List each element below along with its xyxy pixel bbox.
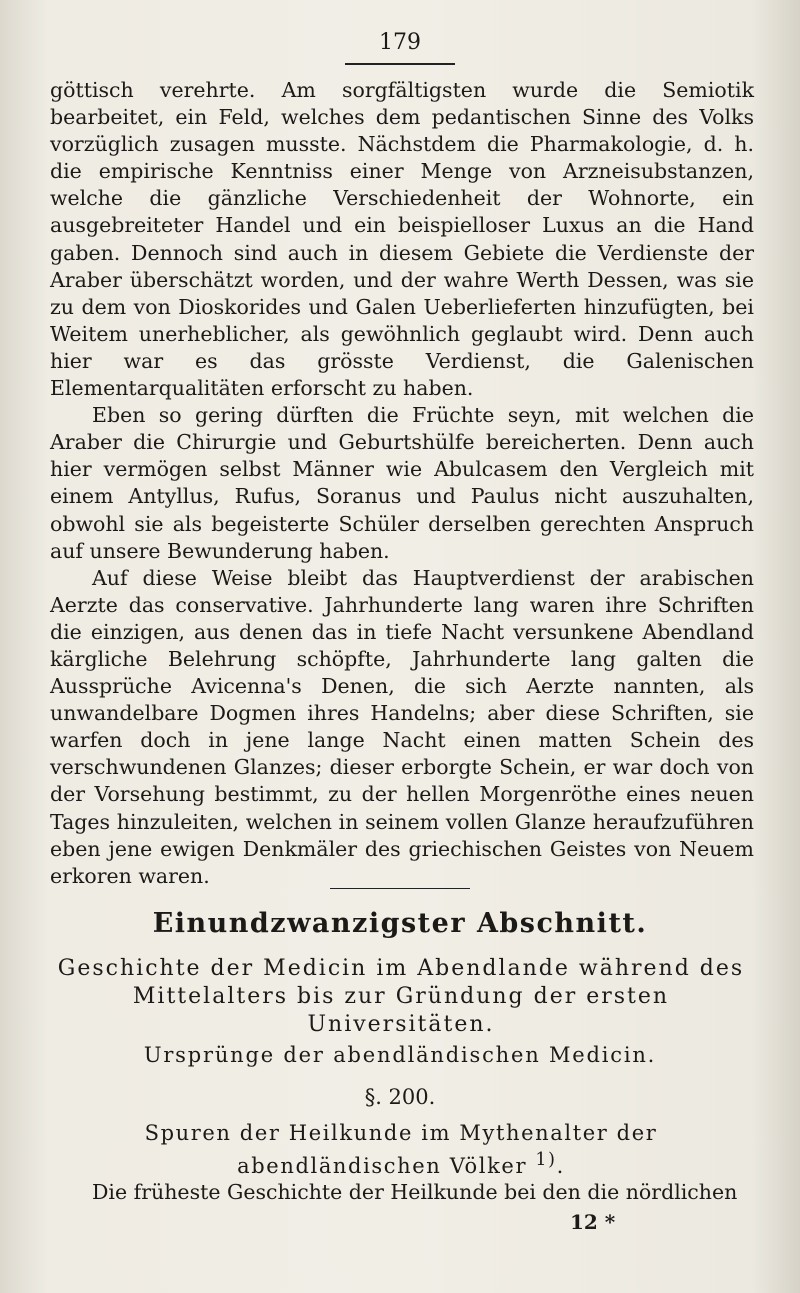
subsection-heading-text: Spuren der Heilkunde im Mythenalter der abendländischen Völker — [144, 1121, 658, 1178]
body-text — [50, 77, 754, 890]
subsection-heading — [48, 1120, 754, 1180]
signature-mark: 12 * — [570, 1210, 616, 1234]
origins-heading: Ursprünge der abendländischen Medicin. — [143, 1043, 657, 1067]
paragraph: Eben so gering dürften die Früchte seyn, mit welchen die Araber die Chirurgie und Geburtshülfe bereicherten. Denn auch hier vermögen selbst Männer wie Abulcasem den Vergleich mit einem Antyllus, Rufus, Soranus und Paulus nicht auszuhalten, obwohl sie als begeisterte Schüler derselben gerechten Anspruch auf unsere Bewunderung haben. — [50, 403, 754, 563]
paragraph: göttisch verehrte. Am sorgfältigsten wurde die Semiotik bearbeitet, ein Feld, welches dem pedantischen Sinne des Volks vorzüglich zusagen musste. Nächstdem die Pharmakologie, d. h. die empirische Kenntniss einer Menge von Arzneisubstanzen, welche die gänzliche Verschiedenheit der Wohnorte, ein ausgebreiteter Handel und ein beispielloser Luxus an die Hand gaben. Dennoch sind auch in diesem Gebiete die Verdienste der Araber überschätzt worden, und der wahre Werth Dessen, was sie zu dem von Dioskorides und Galen Ueberlieferten hinzufügten, bei Weitem unerheblicher, als gewöhnlich geglaubt wird. Denn auch hier war es das grösste Verdienst, die Galenischen Elementarqualitäten erforscht zu haben. — [50, 78, 754, 401]
section-separator — [330, 888, 470, 889]
section-title: Einundzwanzigster Abschnitt. — [152, 908, 648, 939]
subsection-heading-end: . — [556, 1154, 565, 1178]
footnote-mark: 1) — [535, 1150, 557, 1170]
paragraph: Auf diese Weise bleibt das Hauptverdienst der arabischen Aerzte das conservative. Jahrhunderte lang waren ihre Schriften die einzigen, aus denen das in tiefe Nacht versunkene Abendland kärgliche Belehrung schöpfte, Jahrhunderte lang galten die Aussprüche Avicenna's Denen, die sich Aerzte nannten, als unwandelbare Dogmen ihres Handelns; aber diese Schriften, sie warfen doch in jene lange Nacht einen matten Schein des verschwundenen Glanzes; dieser erborgte Schein, er war doch von der Vorsehung bestimmt, zu der hellen Morgenröthe eines neuen Tages hinzuleiten, welchen in seinem vollen Glanze heraufzuführen eben jene ewigen Denkmäler des griechischen Geistes von Neuem erkoren waren. — [50, 565, 754, 888]
page-number: 179 — [379, 30, 421, 55]
header-rule — [345, 63, 455, 65]
paragraph-number: §. 200. — [364, 1085, 436, 1109]
section-subtitle: Geschichte der Medicin im Abendlande während des Mittelalters bis zur Gründung der ersten Universitäten. — [57, 956, 745, 1037]
continuing-text: Die früheste Geschichte der Heilkunde bei den die nördlichen — [92, 1180, 738, 1204]
